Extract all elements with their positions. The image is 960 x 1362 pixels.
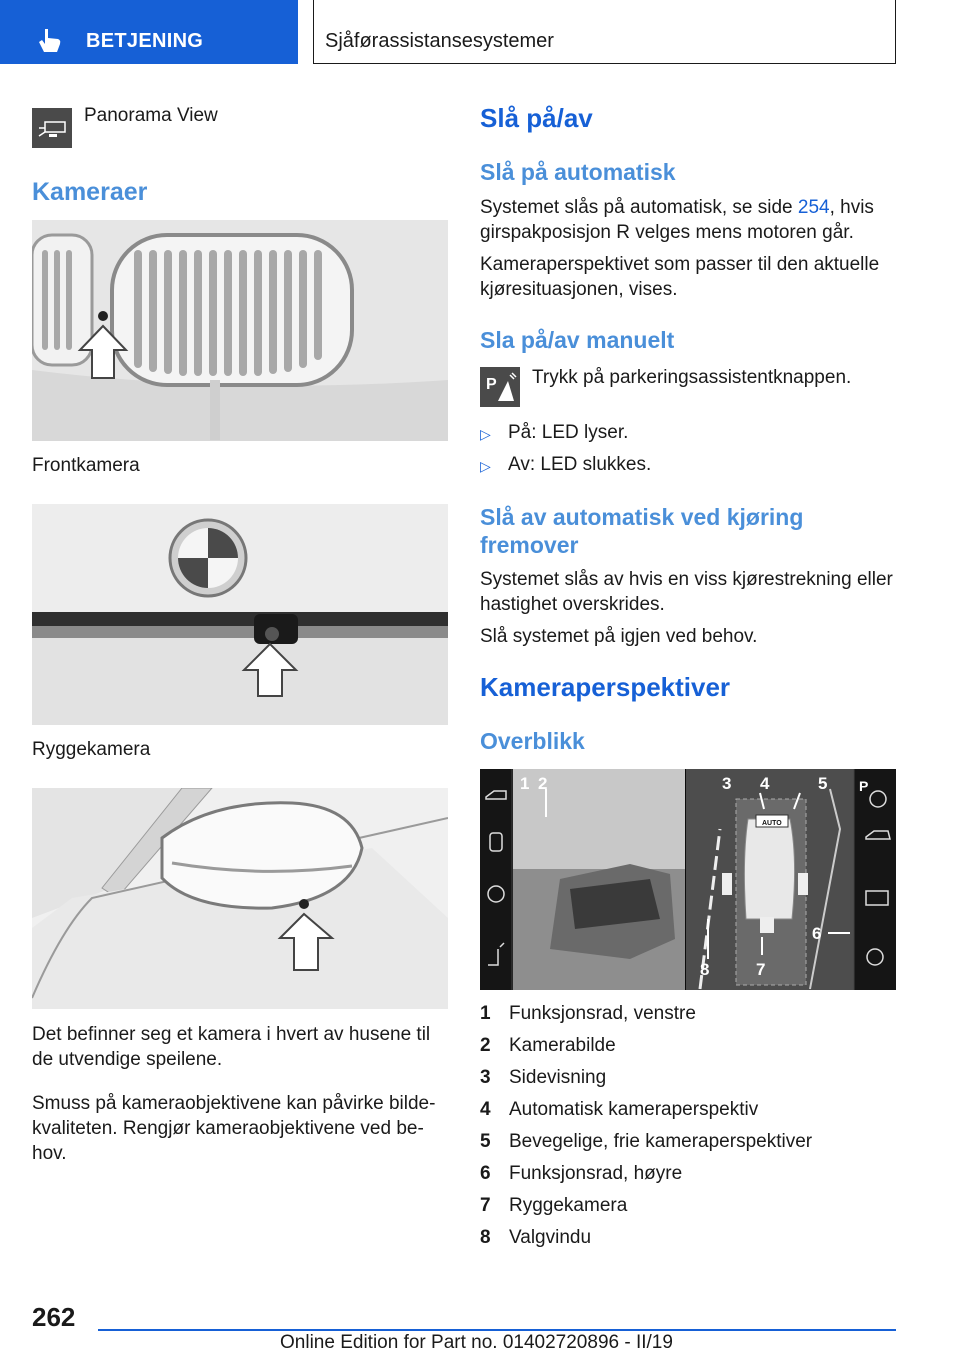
footer-divider [98,1329,896,1331]
page-number: 262 [32,1302,76,1332]
front-camera-image [32,220,448,441]
callout-2: 2 [538,774,548,793]
heading-auto-off: Slå av automatisk ved kjøring fremover [480,504,804,558]
heading-on-off: Slå på/av [480,103,593,133]
legend-item: 2 Kamerabilde [480,1035,616,1056]
panorama-view-icon [32,108,72,148]
paragraph-auto-on: Systemet slås på automatisk, se side 254, hvis girspakposisjon R velges mens motoren går. [480,197,874,243]
legend-item: 8 Valgvindu [480,1227,592,1248]
camera-display-image [480,769,896,990]
heading-auto-on: Slå på automatisk [480,159,676,185]
legend-item: 3 Sidevisning [480,1067,607,1088]
legend-item: 5 Bevegelige, frie kameraperspektiver [480,1131,813,1152]
heading-kameraer: Kameraer [32,178,148,206]
auto-badge: AUTO [762,820,782,827]
bullet-triangle-icon: ▷ [480,426,491,442]
paragraph-dirty-lens: Smuss på kameraobjektivene kan påvirke bildekvaliteten. Rengjør kameraobjektivene ved behov. [32,1093,436,1164]
legend-item: 6 Funksjonsrad, høyre [480,1163,683,1184]
bullet-led-on: ▷ På: LED lyser. [480,422,628,447]
manual-instruction: Trykk på parkeringsassistentknappen. [532,367,852,388]
callout-1: 1 [520,774,530,793]
chapter-title: Sjåførassistansesystemer [325,30,554,52]
callout-4: 4 [760,774,770,793]
page-link-254[interactable]: 254 [797,197,830,218]
mirror-camera-image [32,788,448,1009]
legend-item: 7 Ryggekamera [480,1195,628,1216]
svg-text:P: P [486,376,497,393]
footer-edition: Online Edition for Part no. 01402720896 - II/19 [280,1332,673,1353]
legend-item: 1 Funksjonsrad, venstre [480,1003,696,1024]
callout-8: 8 [700,960,710,979]
rear-camera-image [32,504,448,725]
bullet-led-off: ▷ Av: LED slukkes. [480,454,651,479]
section-tab [0,0,298,64]
section-label: BETJENING [86,30,204,52]
bullet-triangle-icon: ▷ [480,458,491,474]
panorama-view-label: Panorama View [84,105,218,126]
callout-3: 3 [722,774,732,793]
callout-6: 6 [812,924,822,943]
callout-7: 7 [756,960,766,979]
caption-front-camera: Frontkamera [32,455,140,476]
paragraph-perspective-auto: Kameraperspektivet som passer til den aktuelle kjøresituasjonen, vises. [480,254,880,300]
legend-item: 4 Automatisk kameraperspektiv [480,1099,759,1120]
parking-assist-button-icon [480,367,520,407]
heading-overview: Overblikk [480,728,585,754]
paragraph-mirror-cameras: Det befinner seg et kamera i hvert av husene til de utvendige speilene. [32,1024,431,1070]
hand-pointer-icon [36,26,64,54]
callout-5: 5 [818,774,828,793]
paragraph-auto-off: Systemet slås av hvis en viss kjørestrekning eller hastighet overskrides. [480,569,893,615]
paragraph-turn-on-again: Slå systemet på igjen ved behov. [480,626,758,647]
heading-manual: Sla på/av manuelt [480,327,675,353]
caption-rear-camera: Ryggekamera [32,739,151,760]
svg-text:P: P [859,778,869,794]
chapter-header [313,0,896,64]
heading-perspectives: Kameraperspektiver [480,672,731,702]
